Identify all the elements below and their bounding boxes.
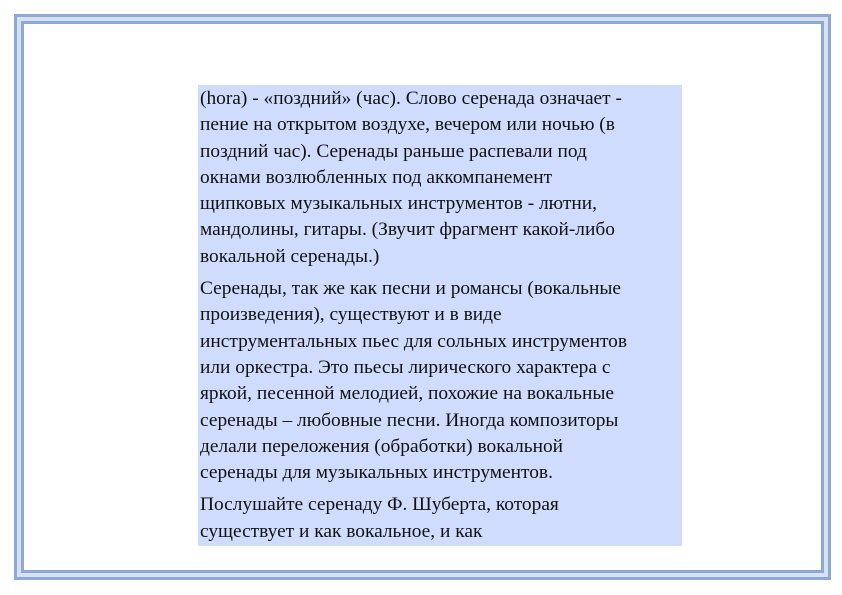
text-line: Серенады, так же как песни и романсы (вокальные [200, 278, 621, 300]
text-line: окнами возлюбленных под аккомпанемент [200, 166, 553, 188]
text-line: поздний час). Серенады раньше распевали под [200, 140, 587, 162]
text-line: серенады для музыкальных инструментов. [200, 462, 553, 484]
text-line: пение на открытом воздухе, вечером или ночью (в [200, 114, 615, 136]
paragraph-3 [200, 492, 678, 545]
paragraph-1 [200, 86, 678, 270]
text-line: (hora) - «поздний» (час). Слово серенада означает - [200, 88, 622, 109]
text-line: Послушайте серенаду Ф. Шуберта, которая [200, 494, 559, 516]
text-line: инструментальных пьес для сольных инструментов [200, 330, 628, 352]
paragraph-2 [200, 276, 678, 486]
text-line: вокальной серенады.) [200, 245, 380, 267]
text-line: делали переложения (обработки) вокальной [200, 435, 564, 457]
text-box [198, 85, 682, 546]
text-line: мандолины, гитары. (Звучит фрагмент какой-либо [200, 219, 615, 241]
text-line: произведения), существуют и в виде [200, 304, 502, 326]
text-line: щипковых музыкальных инструментов - лютни, [200, 193, 597, 215]
text-line: существует и как вокальное, и как [200, 520, 483, 542]
text-line: или оркестра. Это пьесы лирического характера с [200, 356, 611, 378]
text-line: серенады – любовные песни. Иногда композиторы [200, 409, 619, 431]
text-line: яркой, песенной мелодией, похожие на вокальные [200, 383, 614, 405]
